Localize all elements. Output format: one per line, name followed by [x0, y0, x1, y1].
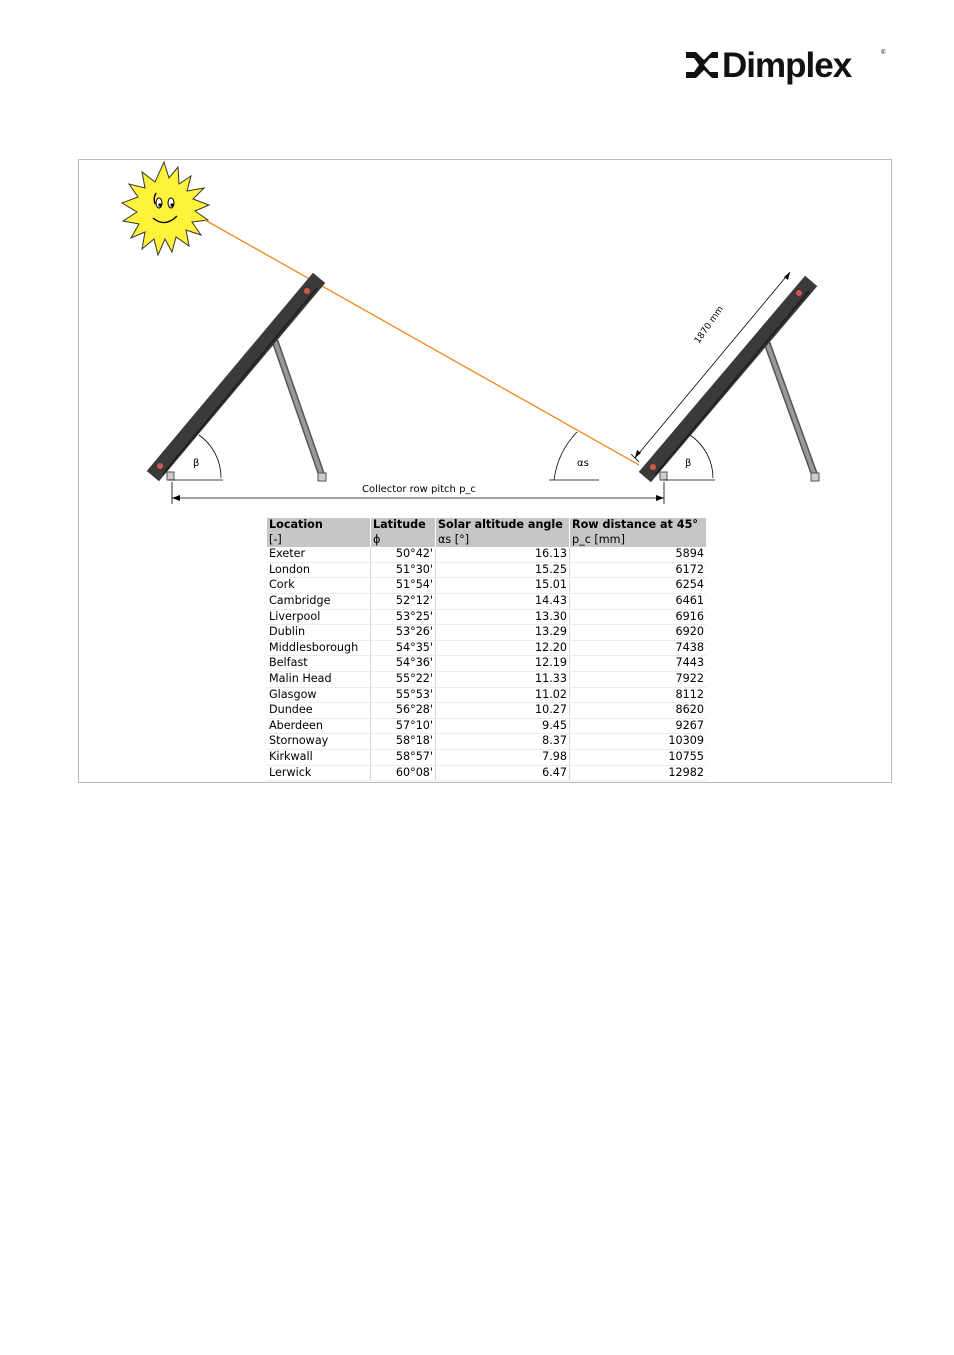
cell-row-distance: 6920	[570, 625, 707, 641]
cell-latitude: 51°30'	[371, 562, 436, 578]
table-row	[267, 687, 706, 703]
cell-location: Belfast	[267, 656, 371, 672]
cell-location: Lerwick	[267, 765, 371, 781]
cell-row-distance: 7443	[570, 656, 707, 672]
table-row	[267, 656, 706, 672]
cell-location: Cambridge	[267, 593, 371, 609]
cell-latitude: 58°18'	[371, 734, 436, 750]
cell-latitude: 56°28'	[371, 703, 436, 719]
cell-solar-altitude: 9.45	[436, 718, 570, 734]
cell-solar-altitude: 7.98	[436, 749, 570, 765]
unit-solar-altitude: αs [°]	[436, 533, 570, 548]
cell-solar-altitude: 11.33	[436, 671, 570, 687]
cell-location: Dundee	[267, 703, 371, 719]
dimplex-logo	[684, 48, 890, 88]
table-row	[267, 625, 706, 641]
cell-solar-altitude: 8.37	[436, 734, 570, 750]
table-row	[267, 562, 706, 578]
cell-location: London	[267, 562, 371, 578]
table-row	[267, 578, 706, 594]
cell-solar-altitude: 13.30	[436, 609, 570, 625]
header-latitude: Latitude	[371, 518, 436, 533]
cell-latitude: 52°12'	[371, 593, 436, 609]
cell-location: Aberdeen	[267, 718, 371, 734]
pitch-label: Collector row pitch p_c	[362, 484, 476, 495]
left-collector	[157, 284, 326, 481]
right-collector	[631, 272, 819, 481]
cell-solar-altitude: 16.13	[436, 547, 570, 562]
figure-frame	[78, 159, 892, 783]
cell-latitude: 53°25'	[371, 609, 436, 625]
table-row	[267, 593, 706, 609]
cell-solar-altitude: 14.43	[436, 593, 570, 609]
cell-latitude: 50°42'	[371, 547, 436, 562]
cell-latitude: 57°10'	[371, 718, 436, 734]
table-header-row	[267, 518, 706, 533]
unit-latitude: ϕ	[371, 533, 436, 548]
cell-location: Stornoway	[267, 734, 371, 750]
cell-solar-altitude: 10.27	[436, 703, 570, 719]
cell-solar-altitude: 15.25	[436, 562, 570, 578]
cell-solar-altitude: 12.20	[436, 640, 570, 656]
row-distance-table	[267, 518, 706, 781]
table-row	[267, 640, 706, 656]
cell-row-distance: 9267	[570, 718, 707, 734]
cell-solar-altitude: 12.19	[436, 656, 570, 672]
cell-latitude: 55°22'	[371, 671, 436, 687]
cell-row-distance: 5894	[570, 547, 707, 562]
cell-location: Cork	[267, 578, 371, 594]
cell-row-distance: 10755	[570, 749, 707, 765]
table-row	[267, 765, 706, 781]
cell-latitude: 55°53'	[371, 687, 436, 703]
left-angle-label: β	[193, 458, 200, 469]
solar-angle-label: αs	[577, 458, 589, 469]
cell-location: Kirkwall	[267, 749, 371, 765]
header-solar-altitude: Solar altitude angle	[436, 518, 570, 533]
cell-row-distance: 6916	[570, 609, 707, 625]
cell-solar-altitude: 15.01	[436, 578, 570, 594]
cell-latitude: 54°36'	[371, 656, 436, 672]
dimplex-mark-icon	[684, 50, 720, 80]
right-angle-label: β	[685, 458, 692, 469]
table-units-row	[267, 533, 706, 548]
cell-location: Middlesborough	[267, 640, 371, 656]
cell-row-distance: 7438	[570, 640, 707, 656]
table-row	[267, 734, 706, 750]
table-row	[267, 703, 706, 719]
sun-icon	[122, 162, 209, 255]
header-row-distance: Row distance at 45°	[570, 518, 707, 533]
header-location: Location	[267, 518, 371, 533]
row-distance-table-wrap	[267, 518, 706, 781]
cell-row-distance: 6461	[570, 593, 707, 609]
cell-latitude: 58°57'	[371, 749, 436, 765]
cell-location: Exeter	[267, 547, 371, 562]
brand-name: Dimplex	[722, 46, 852, 85]
cell-latitude: 51°54'	[371, 578, 436, 594]
cell-row-distance: 6254	[570, 578, 707, 594]
cell-latitude: 53°26'	[371, 625, 436, 641]
cell-solar-altitude: 13.29	[436, 625, 570, 641]
cell-row-distance: 6172	[570, 562, 707, 578]
cell-row-distance: 8620	[570, 703, 707, 719]
cell-row-distance: 10309	[570, 734, 707, 750]
cell-latitude: 54°35'	[371, 640, 436, 656]
cell-location: Malin Head	[267, 671, 371, 687]
cell-latitude: 60°08'	[371, 765, 436, 781]
cell-row-distance: 7922	[570, 671, 707, 687]
unit-row-distance: p_c [mm]	[570, 533, 707, 548]
table-row	[267, 749, 706, 765]
table-row	[267, 547, 706, 562]
collector-length-label: 1870 mm	[693, 304, 727, 346]
cell-solar-altitude: 11.02	[436, 687, 570, 703]
cell-location: Glasgow	[267, 687, 371, 703]
cell-row-distance: 8112	[570, 687, 707, 703]
cell-location: Liverpool	[267, 609, 371, 625]
table-row	[267, 609, 706, 625]
cell-location: Dublin	[267, 625, 371, 641]
unit-location: [-]	[267, 533, 371, 548]
cell-solar-altitude: 6.47	[436, 765, 570, 781]
collector-spacing-diagram	[79, 160, 891, 520]
registered-mark: ®	[881, 50, 886, 56]
table-row	[267, 718, 706, 734]
table-row	[267, 671, 706, 687]
cell-row-distance: 12982	[570, 765, 707, 781]
